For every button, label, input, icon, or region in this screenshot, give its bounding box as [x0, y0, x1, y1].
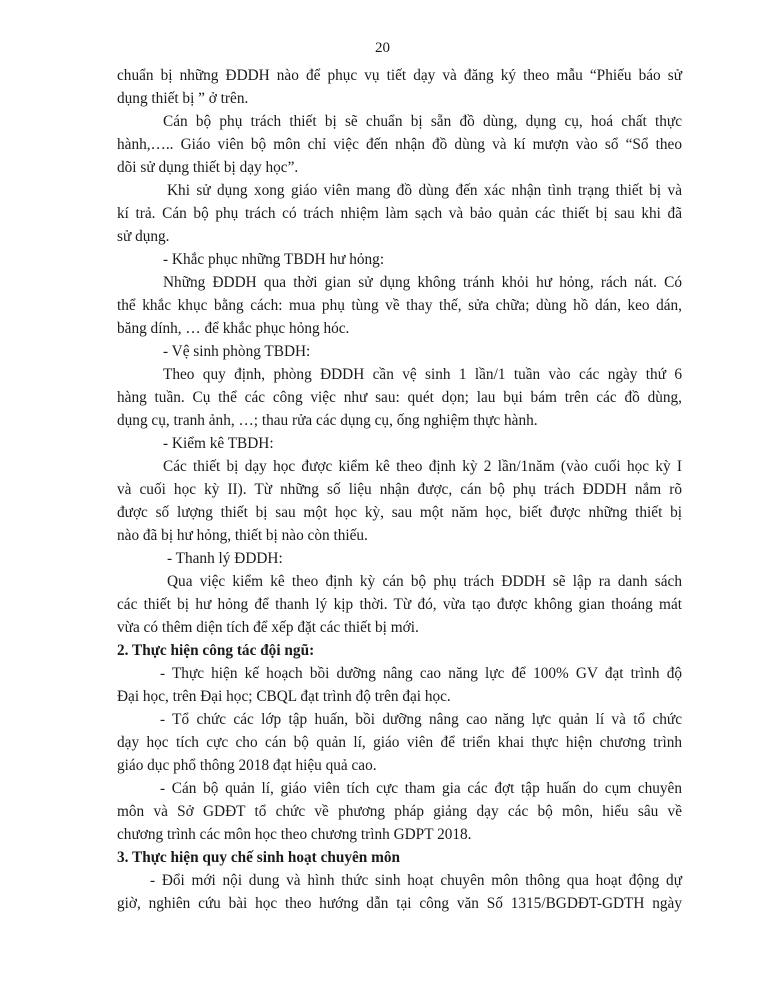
paragraph-line: - Tổ chức các lớp tập huấn, bồi dưỡng nâng cao năng lực quản lí và tổ chức	[160, 711, 682, 728]
paragraph-line: thể khắc khục bằng cách: mua phụ tùng về thay thế, sửa chữa; dùng hồ dán, keo dán,	[117, 297, 682, 314]
paragraph-line: Các thiết bị dạy học được kiểm kê theo định kỳ 2 lần/1năm (vào cuối học kỳ I	[163, 458, 682, 475]
paragraph-line: sử dụng.	[117, 228, 170, 245]
paragraph-line: chuẩn bị những ĐDDH nào để phục vụ tiết dạy và đăng ký theo mẫu “Phiếu báo sử	[117, 67, 682, 84]
paragraph-line: kí trả. Cán bộ phụ trách có trách nhiệm làm sạch và bảo quản các thiết bị sau khi đã	[117, 205, 682, 222]
paragraph-line: các thiết bị hư hỏng để thanh lý kịp thời. Từ đó, vừa tạo được không gian thoáng mát	[117, 596, 682, 613]
heading-2: 2. Thực hiện công tác đội ngũ:	[117, 642, 315, 659]
paragraph-line: - Thực hiện kế hoạch bồi dưỡng nâng cao năng lực để 100% GV đạt trình độ	[160, 665, 682, 682]
paragraph-line: dụng cụ, tranh ảnh, …; thau rửa các dụng cụ, ống nghiệm thực hành.	[117, 412, 538, 429]
paragraph-line: Theo quy định, phòng ĐDDH cần vệ sinh 1 lần/1 tuần vào các ngày thứ 6	[163, 366, 682, 383]
section-heading: - Vệ sinh phòng TBDH:	[163, 343, 311, 360]
paragraph-line: dạy học tích cực cho cán bộ quản lí, giáo viên để triển khai thực hiện chương trình	[117, 734, 682, 751]
paragraph-line: Qua việc kiểm kê theo định kỳ cán bộ phụ trách ĐDDH sẽ lập ra danh sách	[167, 573, 682, 590]
paragraph-line: và cuối học kỳ II). Từ những số liệu nhận được, cán bộ phụ trách ĐDDH nắm rõ	[117, 481, 682, 498]
heading-3: 3. Thực hiện quy chế sinh hoạt chuyên môn	[117, 849, 401, 866]
paragraph-line: Những ĐDDH qua thời gian sử dụng không tránh khỏi hư hỏng, rách nát. Có	[163, 274, 682, 291]
paragraph-line: vừa có thêm diện tích để xếp đặt các thiết bị mới.	[117, 619, 419, 636]
paragraph-line: giáo dục phổ thông 2018 đạt hiệu quả cao.	[117, 757, 377, 774]
paragraph-line: được số lượng thiết bị sau một học kỳ, sau một năm học, biết được những thiết bị	[117, 504, 682, 521]
paragraph-line: băng dính, … để khắc phục hỏng hóc.	[117, 320, 350, 337]
paragraph-line: hành,….. Giáo viên bộ môn chỉ việc đến nhận đồ dùng và kí mượn vào sổ “Sổ theo	[117, 136, 682, 153]
paragraph-line: - Cán bộ quản lí, giáo viên tích cực tham gia các đợt tập huấn do cụm chuyên	[160, 780, 682, 797]
paragraph-line: môn và Sở GDĐT tổ chức về phương pháp giảng dạy các bộ môn, hiểu sâu về	[117, 803, 682, 820]
paragraph-line: nào đã bị hư hỏng, thiết bị nào còn thiếu.	[117, 527, 368, 544]
paragraph-line: giờ, nghiên cứu bài học theo hướng dẫn tại công văn Số 1315/BGDĐT-GDTH ngày	[117, 895, 682, 912]
page-number: 20	[375, 40, 390, 56]
paragraph-line: chương trình các môn học theo chương trình GDPT 2018.	[117, 826, 472, 843]
paragraph-line: - Đổi mới nội dung và hình thức sinh hoạt chuyên môn thông qua hoạt động dự	[150, 872, 682, 889]
section-heading: - Thanh lý ĐDDH:	[167, 550, 283, 567]
section-heading: - Kiểm kê TBDH:	[163, 435, 274, 452]
paragraph-line: Cán bộ phụ trách thiết bị sẽ chuẩn bị sẵn đồ dùng, dụng cụ, hoá chất thực	[163, 113, 682, 130]
section-heading: - Khắc phục những TBDH hư hỏng:	[163, 251, 385, 268]
paragraph-line: Đại học, trên Đại học; CBQL đạt trình độ trên đại học.	[117, 688, 451, 705]
paragraph-line: dõi sử dụng thiết bị dạy học”.	[117, 159, 299, 176]
paragraph-line: hàng tuần. Cụ thể các công việc như sau: quét dọn; lau bụi bám trên các đồ dùng,	[117, 389, 682, 406]
paragraph-line: dụng thiết bị ” ở trên.	[117, 90, 249, 107]
paragraph-line: Khi sử dụng xong giáo viên mang đồ dùng đến xác nhận tình trạng thiết bị và	[167, 182, 682, 199]
